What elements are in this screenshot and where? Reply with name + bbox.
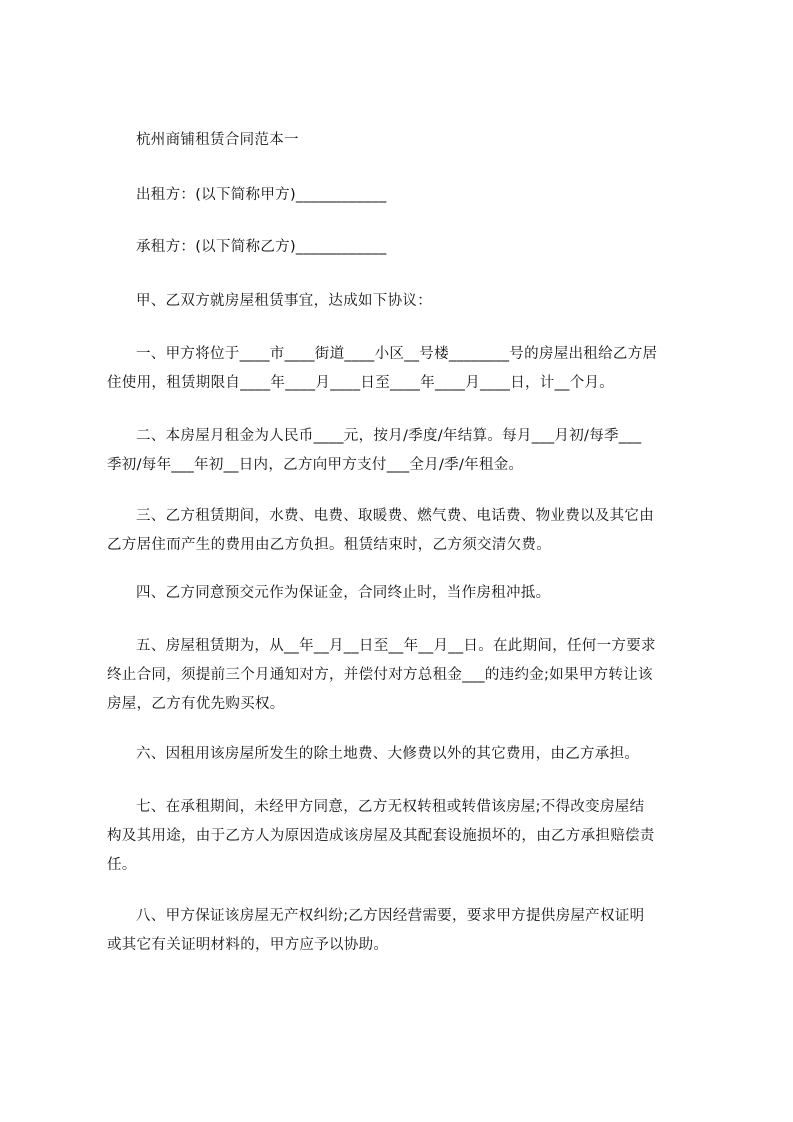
agreement-intro: 甲、乙双方就房屋租赁事宜，达成如下协议： [136, 293, 432, 309]
document-title: 杭州商铺租赁合同范本一 [136, 132, 299, 148]
clause-4 [107, 579, 705, 608]
lessee-line: 承租方：(以下简称乙方)____________ [136, 239, 387, 255]
clause-1-line-2: 住使用，租赁期限自____年____月____日至____年____月____日，计__个月。 [107, 375, 615, 391]
clause-3 [107, 502, 705, 560]
clause-8 [107, 902, 705, 960]
clause-8-line-1: 八、甲方保证该房屋无产权纠纷;乙方因经营需要，要求甲方提供房屋产权证明 [136, 908, 645, 924]
clause-2-line-1: 二、本房屋月租金为人民币____元，按月/季度/年结算。每月___月初/每季___ [136, 428, 642, 444]
clause-6-line-1: 六、因租用该房屋所发生的除土地费、大修费以外的其它费用，由乙方承担。 [136, 746, 640, 762]
clause-5 [107, 632, 705, 719]
clause-5-line-2: 终止合同，须提前三个月通知对方，并偿付对方总租金___的违约金;如果甲方转让该 [107, 667, 653, 683]
clause-7-line-3: 任。 [107, 857, 137, 873]
clause-5-line-3: 房屋，乙方有优先购买权。 [107, 696, 285, 712]
clause-8-line-2: 或其它有关证明材料的，甲方应予以协助。 [107, 937, 389, 953]
clause-5-line-1: 五、房屋租赁期为，从__年__月__日至__年__月__日。在此期间，任何一方要求 [136, 638, 656, 654]
clause-7-line-1: 七、在承租期间，未经甲方同意，乙方无权转租或转借该房屋;不得改变房屋结 [136, 799, 645, 815]
clause-1 [107, 340, 705, 398]
clause-3-line-2: 乙方居住而产生的费用由乙方负担。租赁结束时，乙方须交清欠费。 [107, 537, 551, 553]
clause-1-line-1: 一、甲方将位于____市____街道____小区__号楼________号的房屋出租给乙方居 [136, 346, 658, 362]
clause-2 [107, 422, 705, 480]
clause-6 [107, 740, 705, 769]
clause-7 [107, 793, 705, 880]
clause-3-line-1: 三、乙方租赁期间，水费、电费、取暖费、燃气费、电话费、物业费以及其它由 [136, 508, 654, 524]
clause-4-line-1: 四、乙方同意预交元作为保证金，合同终止时，当作房租冲抵。 [136, 585, 551, 601]
clause-7-line-2: 构及其用途，由于乙方人为原因造成该房屋及其配套设施损坏的，由乙方承担赔偿责 [107, 828, 655, 844]
clause-2-line-2: 季初/每年___年初__日内，乙方向甲方支付___全月/季/年租金。 [107, 457, 524, 473]
lessor-line: 出租方：(以下简称甲方)____________ [136, 187, 387, 203]
